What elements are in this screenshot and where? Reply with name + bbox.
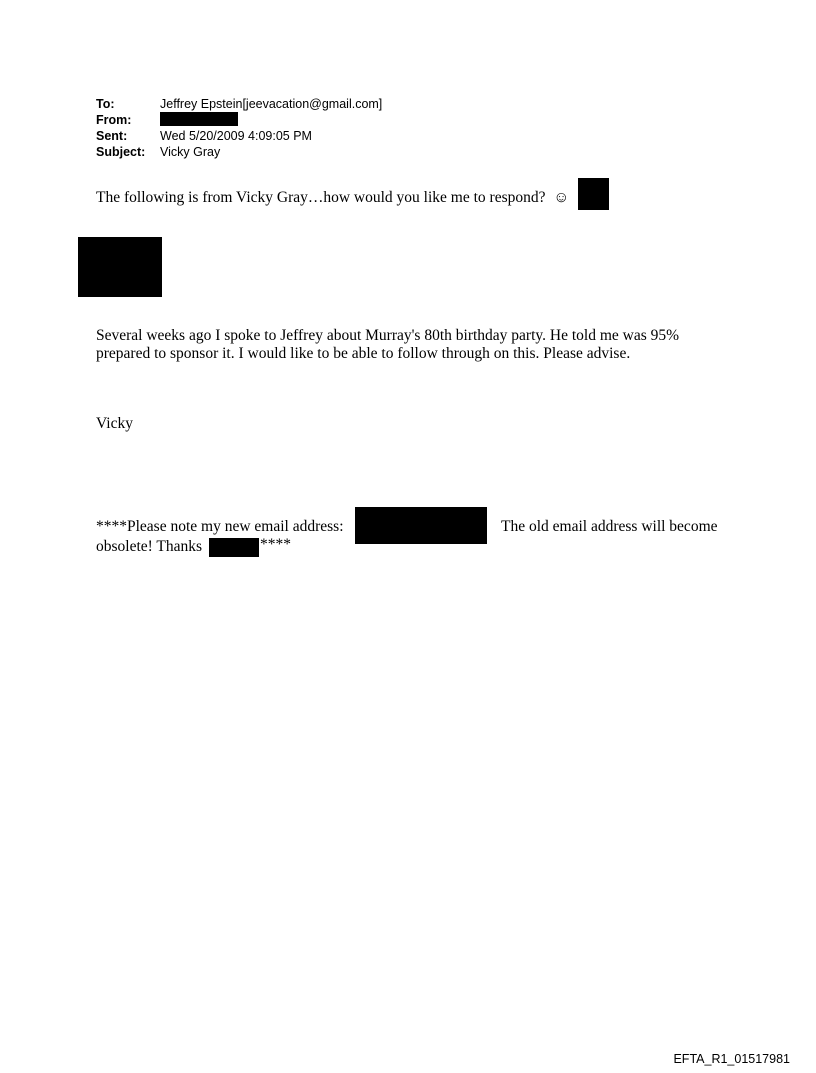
subject-value: Vicky Gray bbox=[160, 145, 221, 159]
note-line1-a: ****Please note my new email address: bbox=[96, 518, 344, 535]
email-header bbox=[96, 96, 382, 160]
sent-label: Sent: bbox=[96, 129, 128, 143]
message-line-2: prepared to sponsor it. I would like to be able to follow through on this. Please advise. bbox=[96, 345, 631, 362]
message-paragraph bbox=[96, 327, 679, 363]
smiley-icon: ☺ bbox=[553, 189, 570, 206]
from-redaction bbox=[160, 112, 238, 126]
intro-text: The following is from Vicky Gray…how would you like me to respond? bbox=[96, 189, 546, 206]
message-line-1: Several weeks ago I spoke to Jeffrey about Murray's 80th birthday party. He told me was 95% bbox=[96, 327, 680, 344]
from-row bbox=[96, 112, 382, 128]
new-email-redaction bbox=[355, 507, 487, 544]
intro-line bbox=[96, 189, 569, 207]
document-id: EFTA_R1_01517981 bbox=[673, 1052, 790, 1066]
intro-redaction bbox=[578, 178, 609, 210]
note-line1-b: The old email address will become bbox=[501, 518, 718, 535]
subject-label: Subject: bbox=[96, 145, 146, 159]
to-row bbox=[96, 96, 382, 112]
note-line2-b: **** bbox=[260, 536, 291, 553]
note-line2-a: obsolete! Thanks bbox=[96, 538, 203, 555]
sender-redaction-block bbox=[78, 237, 162, 297]
thanks-name-redaction bbox=[209, 538, 259, 557]
subject-row bbox=[96, 144, 382, 160]
to-label: To: bbox=[96, 97, 115, 111]
signature: Vicky bbox=[96, 415, 133, 432]
from-label: From: bbox=[96, 113, 132, 127]
sent-value: Wed 5/20/2009 4:09:05 PM bbox=[160, 129, 312, 143]
to-value: Jeffrey Epstein[jeevacation@gmail.com] bbox=[160, 97, 383, 111]
sent-row bbox=[96, 128, 382, 144]
